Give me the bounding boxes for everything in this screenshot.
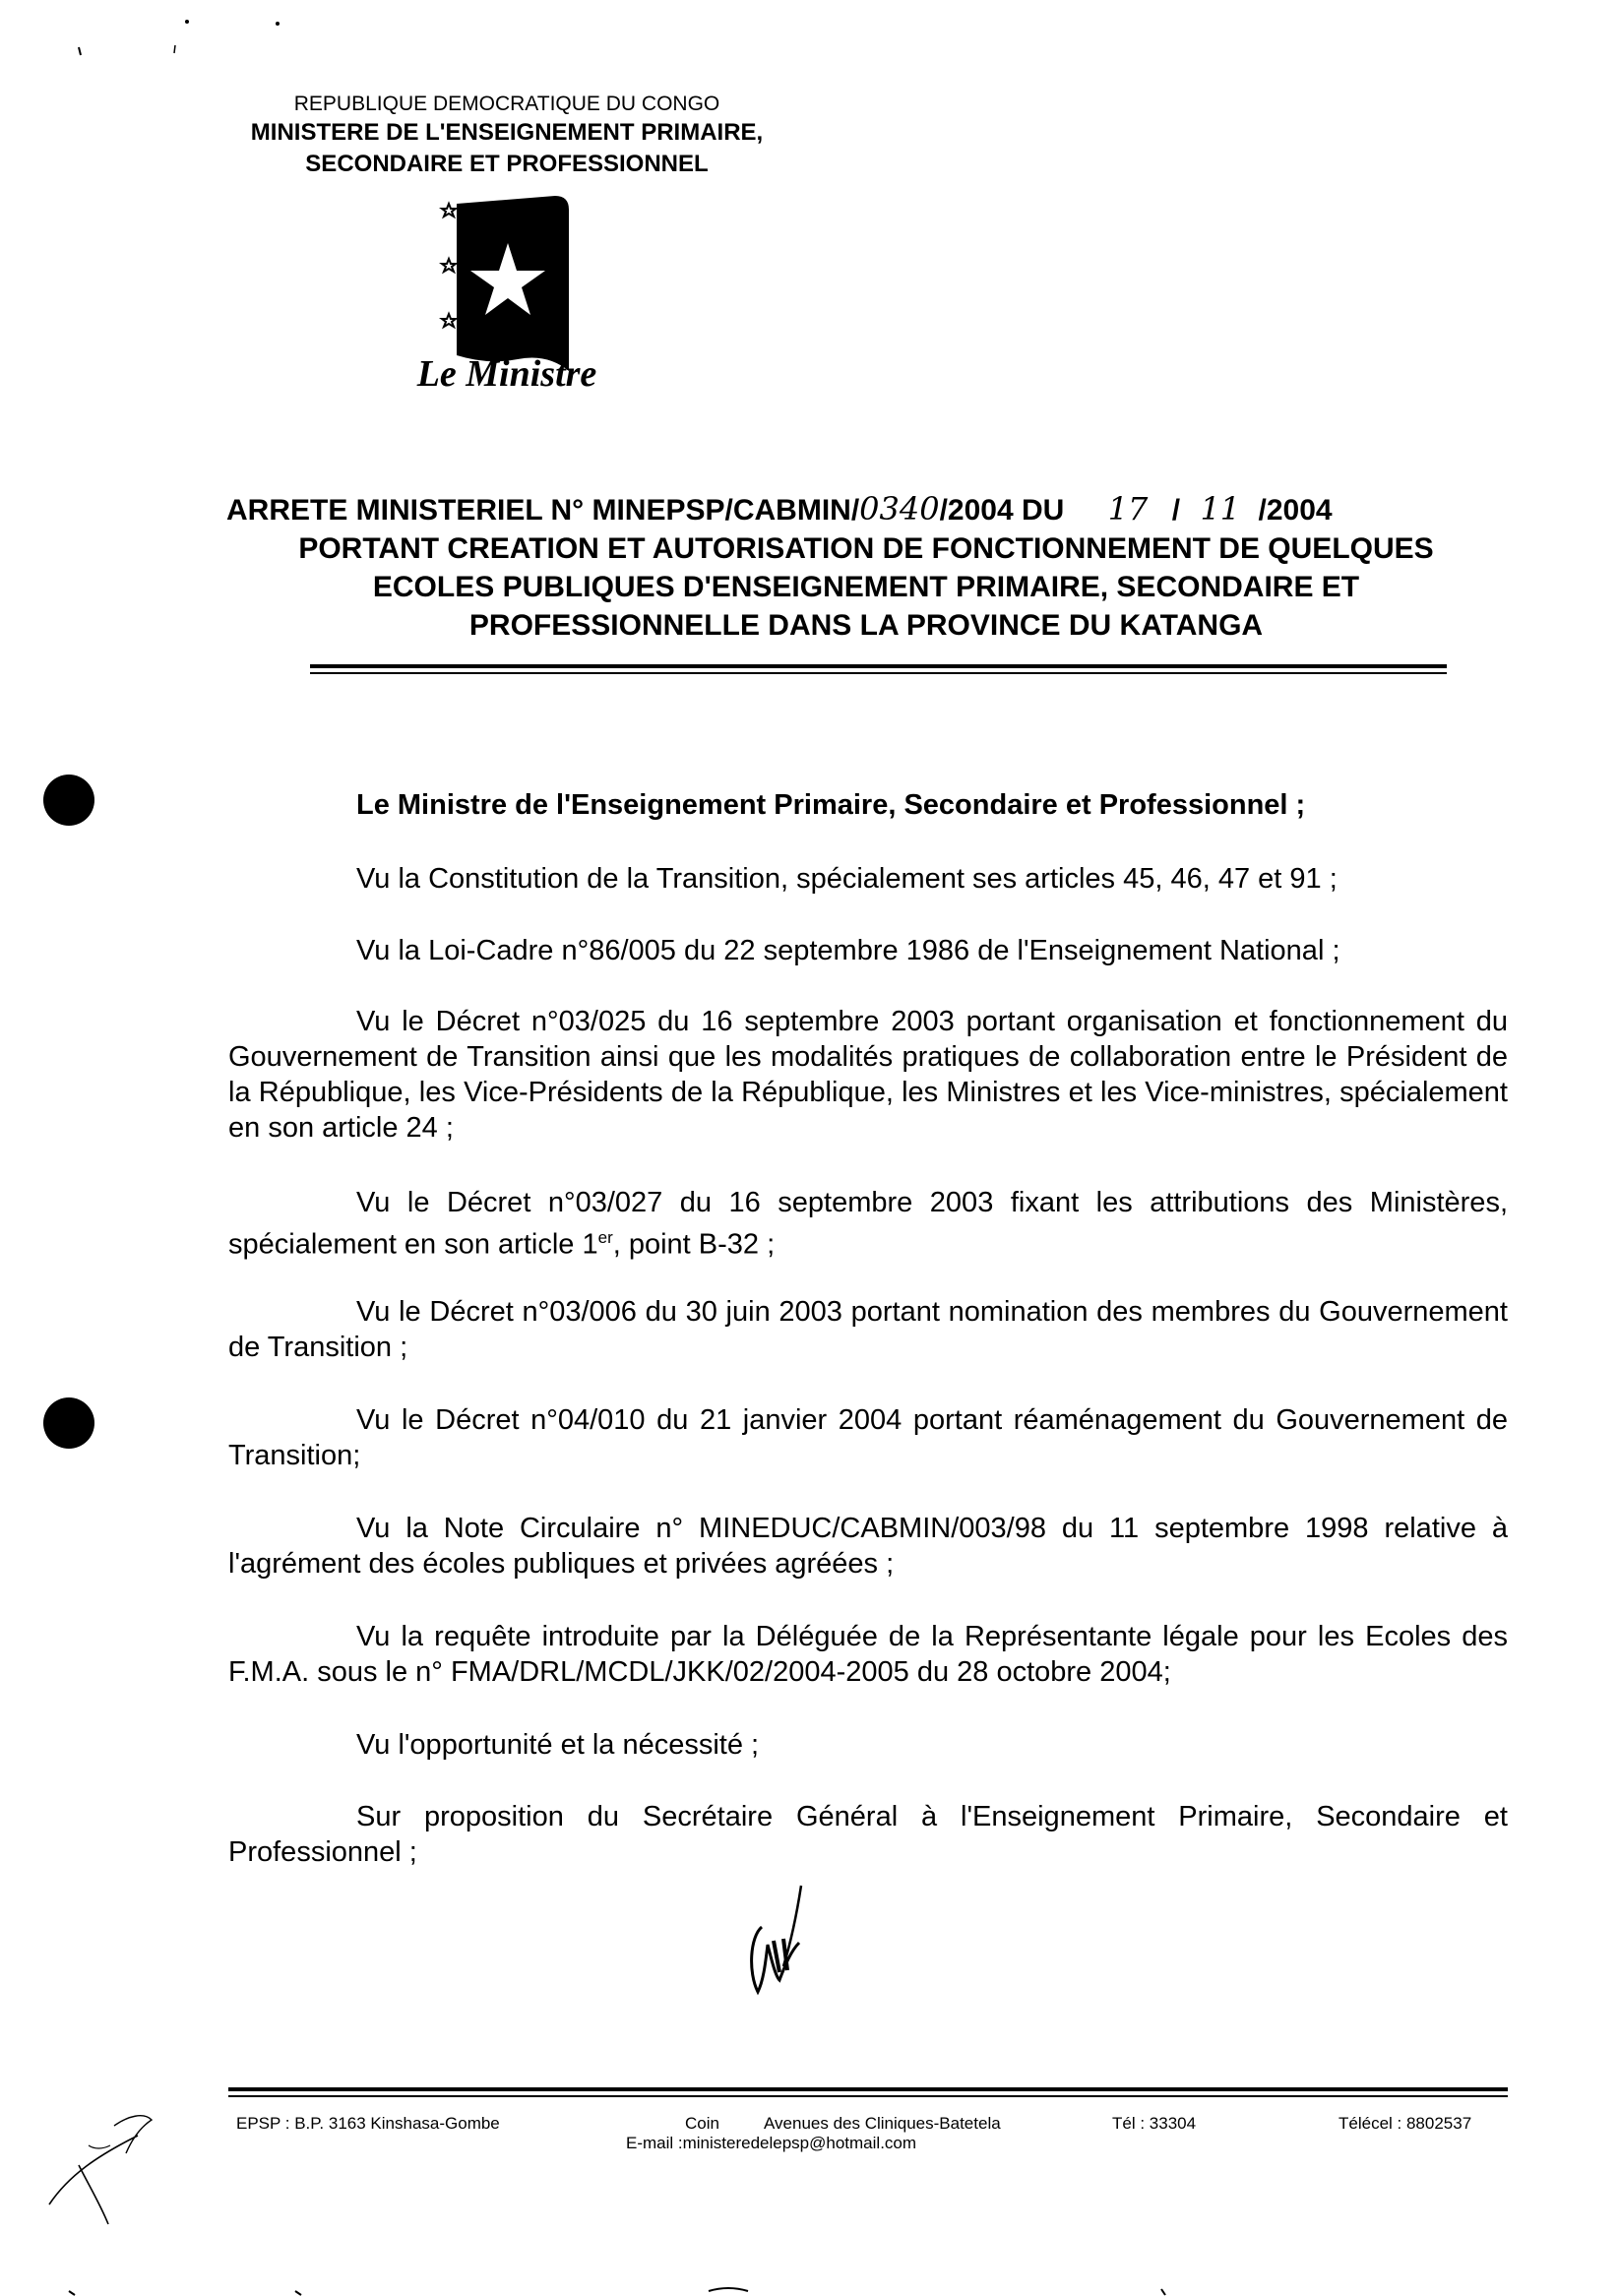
decree-year: /2004 [1258,494,1333,527]
footer-telephone: Tél : 33304 [1112,2114,1197,2133]
ministry-line-1: MINISTERE DE L'ENSEIGNEMENT PRIMAIRE, [250,119,764,146]
footer-avenues: Avenues des Cliniques-Batetela [764,2114,1001,2133]
considerant-loi-cadre: Vu la Loi-Cadre n°86/005 du 22 septembre 1986 de l'Enseignement National ; [356,935,1340,966]
decree-title [217,529,1516,645]
decree-title-line-3: PROFESSIONNELLE DANS LA PROVINCE DU KATANGA [468,609,1264,642]
signatory-title: Le Ministre [416,353,597,395]
footer-rule-thick [228,2087,1508,2091]
decret-03-027-point: , point B-32 ; [612,1228,776,1261]
decree-ref-year: /2004 DU [939,494,1065,527]
punch-hole-bottom [43,1397,94,1449]
decree-title-line-2: ECOLES PUBLIQUES D'ENSEIGNEMENT PRIMAIRE, SECONDAIRE ET [372,571,1360,603]
footer-telecel: Télécel : 8802537 [1339,2114,1472,2133]
considerant-proposition: Sur proposition du Secrétaire Général à l'Enseignement Primaire, Secondaire et Professionnel ; [228,1801,1508,1868]
footer-corner: Coin [685,2114,719,2133]
country-name: REPUBLIQUE DEMOCRATIQUE DU CONGO [293,93,720,115]
considerant-constitution: Vu la Constitution de la Transition, spécialement ses articles 45, 46, 47 et 91 ; [356,863,1338,895]
considerant-opportunite: Vu l'opportunité et la nécessité ; [356,1729,760,1761]
considerant-note-circulaire: Vu la Note Circulaire n° MINEDUC/CABMIN/003/98 du 11 septembre 1998 relative à l'agrément des écoles publiques et privées agréées ; [228,1513,1508,1580]
heading-rule-thick [310,664,1447,668]
footer-rule-thin [228,2095,1508,2097]
handwritten-annotation [30,2106,167,2234]
flag-star-emblem-icon [429,192,577,379]
considerant-requete: Vu la requête introduite par la Déléguée de la Représentante légale pour les Ecoles des F.M.A. sous le n° FMA/DRL/MCDL/JKK/02/2004-2005 du 28 octobre 2004; [228,1621,1508,1688]
footer-address: EPSP : B.P. 3163 Kinshasa-Gombe [236,2114,500,2133]
decree-month-handwritten: 11 [1200,490,1241,527]
heading-rule-thin [310,672,1447,674]
considerant-decret-03-025: Vu le Décret n°03/025 du 16 septembre 2003 portant organisation et fonctionnement du Gouvernement de Transition ainsi que les modalités pratiques de collaboration entre le Président de la République, les Vice-Présidents de la République, les Ministres et les Vice-ministres, spécialement en son article 24 ; [228,1006,1508,1144]
decree-day-handwritten: 17 [1107,490,1149,527]
footer-email: E-mail :ministeredelepsp@hotmail.com [626,2134,917,2152]
considerant-decret-04-010: Vu le Décret n°04/010 du 21 janvier 2004 portant réaménagement du Gouvernement de Transition; [228,1404,1508,1471]
bottom-scan-marks [0,2273,1619,2296]
decree-date-separator: / [1171,494,1181,527]
decree-number-handwritten: 0340 [859,490,940,527]
decret-03-027-text: Vu le Décret n°03/027 du 16 septembre 2003 fixant les attributions des Ministères, spécialement en son article 1 [228,1187,1508,1261]
decree-ref-prefix: ARRETE MINISTERIEL N° MINEPSP/CABMIN/ [226,494,860,527]
punch-hole-top [43,775,94,826]
considerant-decret-03-006: Vu le Décret n°03/006 du 30 juin 2003 portant nomination des membres du Gouvernement de Transition ; [228,1296,1508,1363]
considerant-decret-03-027 [228,1185,1508,1263]
ministry-line-2: SECONDAIRE ET PROFESSIONNEL [305,151,709,177]
decree-reference [226,490,1506,527]
decree-title-line-1: PORTANT CREATION ET AUTORISATION DE FONCTIONNEMENT DE QUELQUES [298,532,1434,565]
decret-03-027-superscript: er [597,1228,613,1247]
scan-marks [59,10,315,59]
minister-preamble: Le Ministre de l'Enseignement Primaire, Secondaire et Professionnel ; [356,789,1306,821]
handwritten-initials [740,1882,829,2000]
ministry-name [197,117,817,180]
